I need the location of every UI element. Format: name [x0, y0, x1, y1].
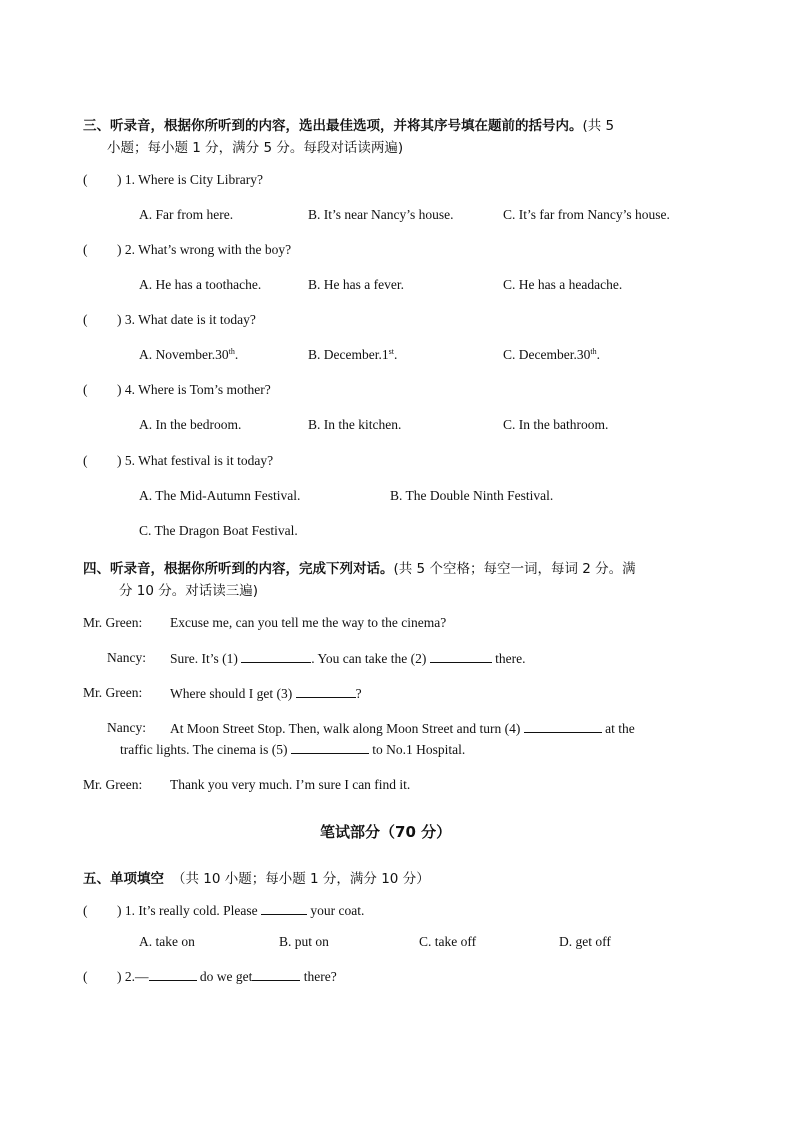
- q4-option-c: C. In the bathroom.: [503, 417, 609, 432]
- dialogue-text-4: At Moon Street Stop. Then, walk along Moon Street and turn (4) at the: [170, 721, 635, 736]
- question-text: 3. What date is it today?: [124, 312, 256, 327]
- listening-question-2: [83, 242, 291, 258]
- listening-question-5: [83, 453, 273, 469]
- dialogue-line-1: [83, 615, 142, 631]
- q2-option-b: B. He has a fever.: [308, 277, 404, 292]
- answer-bracket-close: ): [117, 242, 122, 257]
- question-text: 5. What festival is it today?: [124, 453, 274, 468]
- q5-option-a: A. The Mid-Autumn Festival.: [139, 488, 301, 503]
- q4-option-b: B. In the kitchen.: [308, 417, 402, 432]
- q2-option-a: A. He has a toothache.: [139, 277, 262, 292]
- answer-bracket-close: ): [117, 453, 122, 468]
- answer-bracket-close: ): [117, 382, 122, 397]
- section-4-heading: [83, 557, 636, 577]
- blank-2[interactable]: [430, 650, 492, 663]
- section-3-heading: [83, 114, 614, 134]
- s5-q1-option-c: C. take off: [419, 934, 477, 949]
- q3-option-c: C. December.30th.: [503, 347, 600, 362]
- dialogue-text-4-cont: traffic lights. The cinema is (5) to No.1 Hospital.: [120, 742, 466, 757]
- q5-option-b: B. The Double Ninth Festival.: [390, 488, 554, 503]
- speaker-label: Mr. Green:: [83, 615, 143, 630]
- q3-option-a: A. November.30th.: [139, 347, 239, 362]
- section-5-heading-tail: （共 10 小题；每小题 1 分，满分 10 分）: [172, 871, 430, 887]
- listening-question-4: [83, 382, 271, 398]
- answer-bracket-open[interactable]: (: [83, 312, 88, 327]
- q1-option-c: C. It’s far from Nancy’s house.: [503, 207, 670, 222]
- answer-bracket-open[interactable]: (: [83, 969, 88, 984]
- blank-q2a[interactable]: [149, 968, 197, 981]
- section-5-heading: [83, 867, 430, 887]
- dialogue-line-3: [83, 685, 142, 701]
- choice-question-2: ( ) 2.— do we get there?: [83, 969, 337, 984]
- answer-bracket-open[interactable]: (: [83, 453, 88, 468]
- question-text: 4. Where is Tom’s mother?: [124, 382, 271, 397]
- q1-option-b: B. It’s near Nancy’s house.: [308, 207, 454, 222]
- listening-question-3: [83, 312, 256, 328]
- written-part-title: 笔试部分（70 分）: [320, 823, 452, 841]
- blank-4[interactable]: [524, 720, 602, 733]
- speaker-label: Nancy:: [107, 720, 146, 735]
- blank-1[interactable]: [241, 650, 311, 663]
- s5-q1-option-d: D. get off: [559, 934, 611, 949]
- section-3-heading-line2: 小题；每小题 1 分，满分 5 分。每段对话读两遍): [107, 140, 404, 156]
- answer-bracket-close: ): [117, 969, 122, 984]
- dialogue-line-5: [83, 777, 142, 793]
- blank-3[interactable]: [296, 685, 356, 698]
- answer-bracket-close: ): [117, 312, 122, 327]
- dialogue-line-2: [107, 650, 146, 666]
- q3-option-b: B. December.1st.: [308, 347, 398, 362]
- s5-q1-option-b: B. put on: [279, 934, 329, 949]
- q4-option-a: A. In the bedroom.: [139, 417, 242, 432]
- blank-5[interactable]: [291, 741, 369, 754]
- speaker-label: Mr. Green:: [83, 685, 143, 700]
- answer-bracket-close: ): [117, 903, 122, 918]
- q1-option-a: A. Far from here.: [139, 207, 234, 222]
- dialogue-text-1: Excuse me, can you tell me the way to the cinema?: [170, 615, 447, 630]
- section-4-heading-line2: 分 10 分。对话读三遍): [119, 583, 259, 599]
- answer-bracket-open[interactable]: (: [83, 242, 88, 257]
- q5-option-c: C. The Dragon Boat Festival.: [139, 523, 298, 538]
- listening-question-1: [83, 172, 263, 188]
- dialogue-text-5: Thank you very much. I’m sure I can find it.: [170, 777, 411, 792]
- answer-bracket-open[interactable]: (: [83, 382, 88, 397]
- section-4-heading-tail: (共 5 个空格；每空一词，每词 2 分。满: [393, 561, 636, 577]
- section-5-heading-bold: 五、单项填空: [83, 871, 164, 887]
- section-3-heading-tail: (共 5: [582, 118, 615, 134]
- q2-option-c: C. He has a headache.: [503, 277, 623, 292]
- blank-q2b[interactable]: [252, 968, 300, 981]
- dialogue-text-3: Where should I get (3) ?: [170, 686, 362, 701]
- answer-bracket-open[interactable]: (: [83, 172, 88, 187]
- dialogue-text-2: Sure. It’s (1) . You can take the (2) there.: [170, 651, 526, 666]
- speaker-label: Mr. Green:: [83, 777, 143, 792]
- blank-q1[interactable]: [261, 902, 307, 915]
- section-3-heading-bold: 三、听录音，根据你所听到的内容，选出最佳选项，并将其序号填在题前的括号内。: [83, 118, 583, 134]
- answer-bracket-close: ): [117, 172, 122, 187]
- answer-bracket-open[interactable]: (: [83, 903, 88, 918]
- question-text: 2. What’s wrong with the boy?: [124, 242, 292, 257]
- section-4-heading-bold: 四、听录音，根据你所听到的内容，完成下列对话。: [83, 561, 394, 577]
- s5-q1-option-a: A. take on: [139, 934, 195, 949]
- question-text: 1. Where is City Library?: [124, 172, 263, 187]
- speaker-label: Nancy:: [107, 650, 146, 665]
- choice-question-1: ( ) 1. It’s really cold. Please your coat.: [83, 903, 365, 918]
- dialogue-line-4: [107, 720, 146, 736]
